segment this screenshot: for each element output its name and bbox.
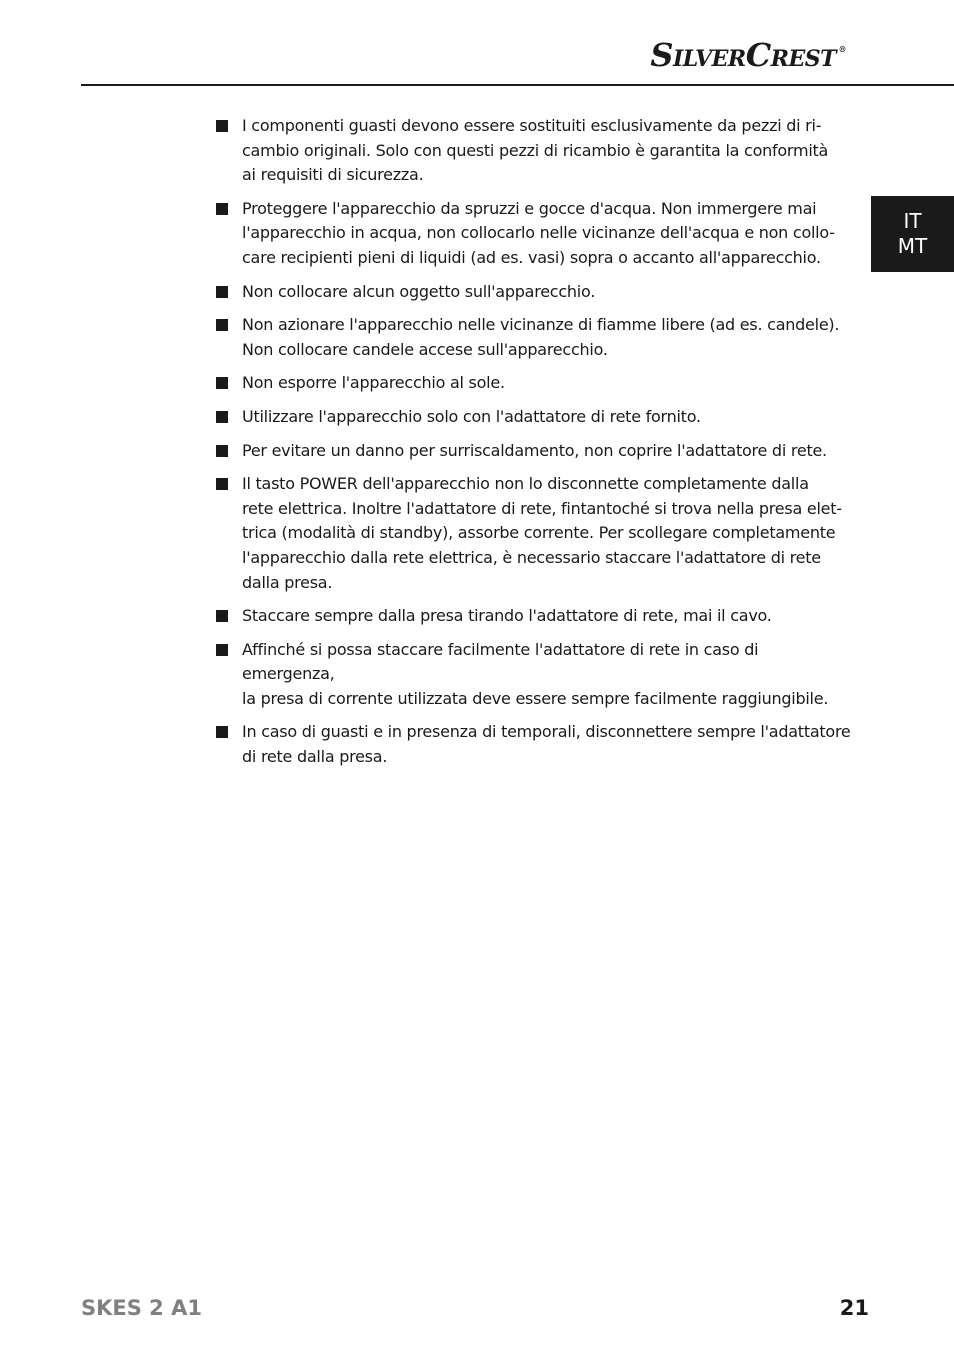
language-tab [871,196,954,272]
footer-model-number: SKES 2 A1 [81,1296,202,1320]
list-item [214,280,854,305]
list-item-text: I componenti guasti devono essere sostituiti esclusivamente da pezzi di ri- cambio originali. Solo con questi pezzi di ricambio è garantita la conformità ai requisiti di sicurezza. [242,116,829,185]
list-item-text: Non collocare alcun oggetto sull'apparecchio. [242,281,596,301]
list-item-text: In caso di guasti e in presenza di temporali, disconnettere sempre l'adattatore di rete dalla presa. [242,722,851,767]
page-number: 21 [839,1296,869,1320]
list-item-text: Affinché si possa staccare facilmente l'adattatore di rete in caso di emergenza, la presa di corrente utilizzata deve essere sempre facilmente raggiungibile. [242,639,829,708]
list-item-text: Non esporre l'apparecchio al sole. [242,373,505,393]
language-tab-line-2: MT [897,234,928,258]
list-item [214,638,854,712]
list-item-text: Il tasto POWER dell'apparecchio non lo disconnette completamente dalla rete elettrica. Inoltre l'adattatore di rete, fintantoché si trova nella presa elet- trica (modalità di standby), assorbe corrente. Per scollegare completamente l'apparecchio dalla rete elettrica, è necessario staccare l'adattatore di rete dalla presa. [242,474,842,592]
square-bullet-icon [216,445,228,457]
square-bullet-icon [216,319,228,331]
list-item [214,604,854,629]
brand-letter-s: S [650,36,673,74]
list-item [214,114,854,188]
list-item-text: Non azionare l'apparecchio nelle vicinanze di fiamme libere (ad es. candele). Non collocare candele accese sull'apparecchio. [242,315,840,359]
list-item [214,720,854,769]
square-bullet-icon [216,726,228,738]
brand-ilver: ILVER [672,46,746,72]
language-tab-line-1: IT [903,209,922,233]
list-item [214,197,854,271]
header-rule [81,84,954,86]
list-item [214,313,854,362]
list-item-text: Utilizzare l'apparecchio solo con l'adattatore di rete fornito. [242,406,701,426]
list-item-text: Staccare sempre dalla presa tirando l'adattatore di rete, mai il cavo. [242,606,772,626]
list-item-text: Per evitare un danno per surriscaldamento, non coprire l'adattatore di rete. [242,440,827,460]
brand-rest: REST [770,46,836,72]
list-item [214,472,854,595]
list-item [214,405,854,430]
registered-mark: ® [838,44,846,54]
square-bullet-icon [216,478,228,490]
list-item [214,439,854,464]
square-bullet-icon [216,120,228,132]
square-bullet-icon [216,610,228,622]
brand-letter-c: C [745,36,771,74]
square-bullet-icon [216,377,228,389]
list-item-text: Proteggere l'apparecchio da spruzzi e gocce d'acqua. Non immergere mai l'apparecchio in acqua, non collocarlo nelle vicinanze dell'acqua e non collo- care recipienti pieni di liquidi (ad es. vasi) sopra o accanto all'apparecchio. [242,198,835,267]
square-bullet-icon [216,286,228,298]
square-bullet-icon [216,203,228,215]
list-item [214,371,854,396]
square-bullet-icon [216,644,228,656]
square-bullet-icon [216,411,228,423]
brand-logo [650,36,846,74]
safety-list [214,114,854,779]
